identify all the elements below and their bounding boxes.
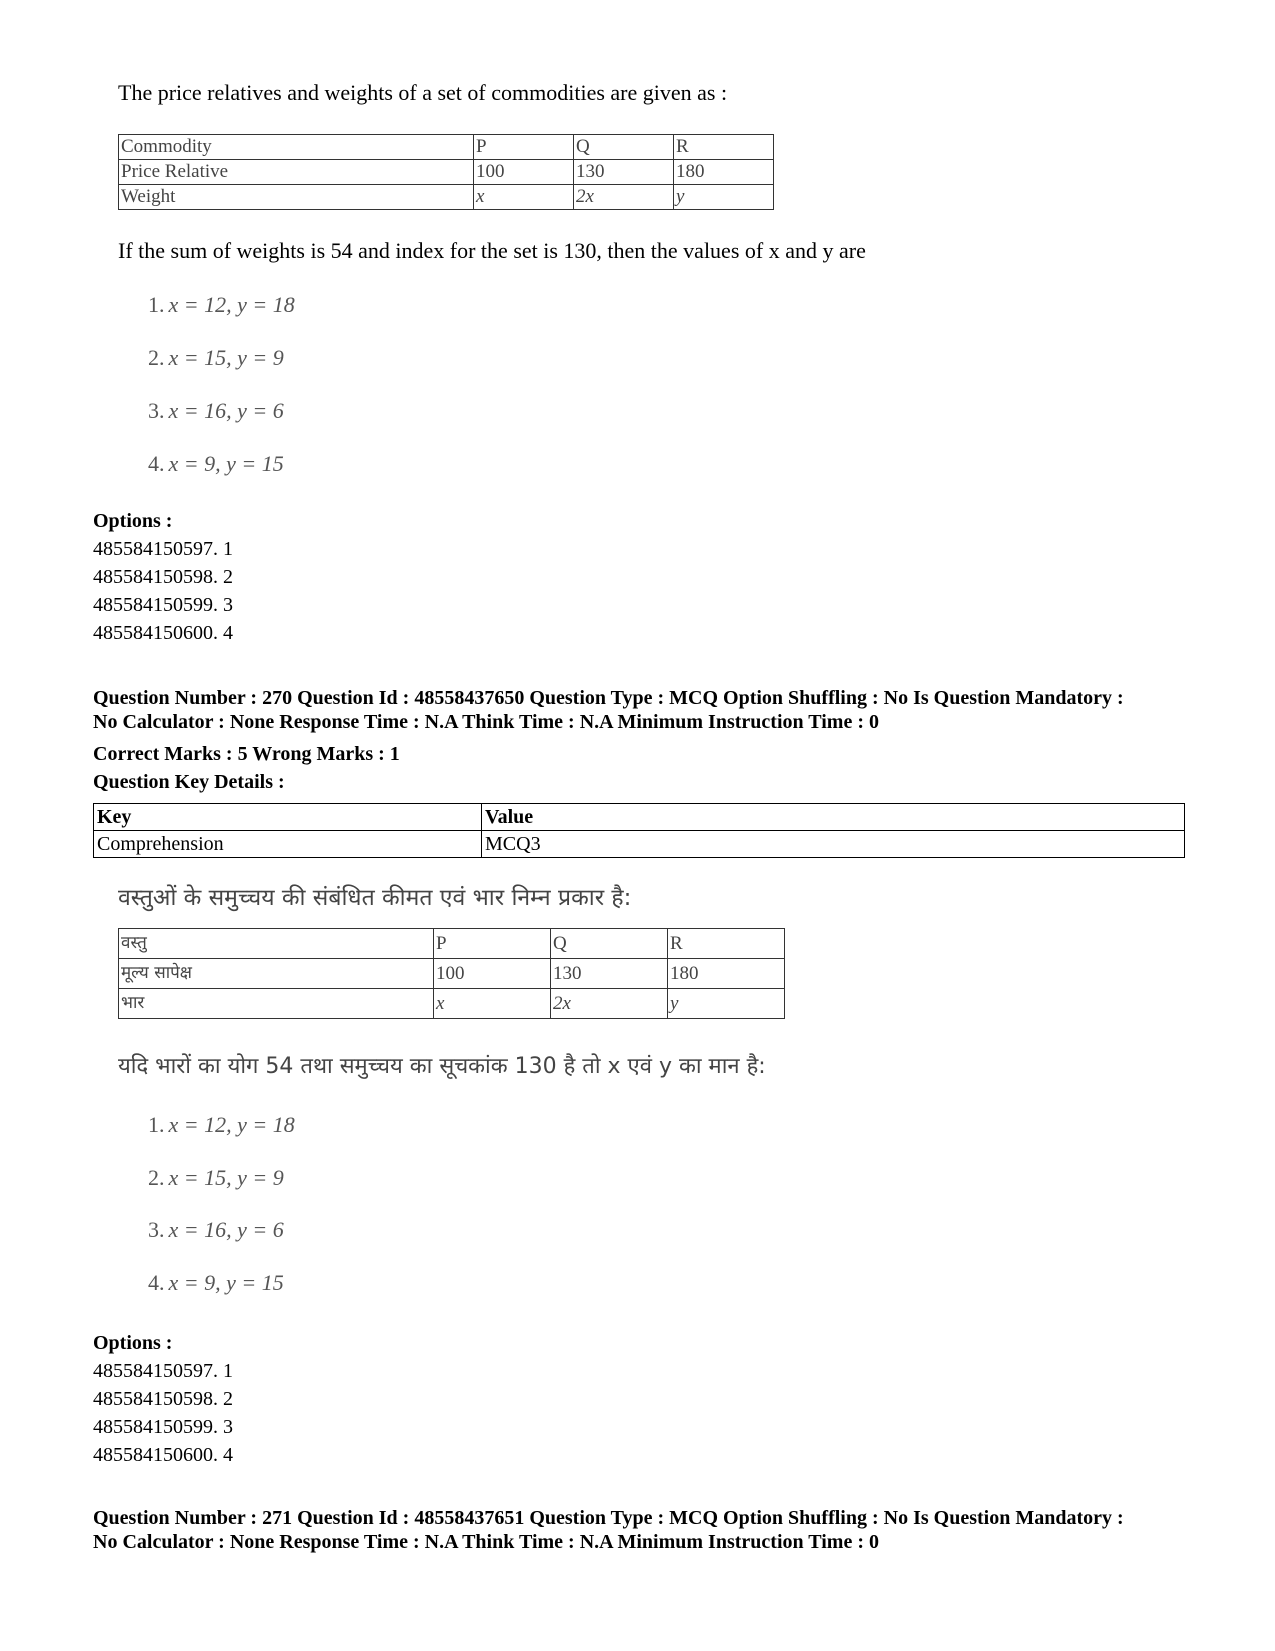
table-row xyxy=(119,929,785,959)
option-line: 485584150599. 3 xyxy=(93,594,233,616)
table-cell: x xyxy=(474,185,574,210)
table-cell: P xyxy=(474,135,574,160)
options-heading: Options : xyxy=(93,1332,173,1354)
option-line: 485584150598. 2 xyxy=(93,1388,233,1410)
alternative-number: 2. xyxy=(148,1165,165,1190)
table-cell: R xyxy=(674,135,774,160)
option-line: 485584150598. 2 xyxy=(93,566,233,588)
commodity-table-hindi xyxy=(118,928,785,1019)
table-cell: वस्तु xyxy=(119,929,434,959)
answer-alternative xyxy=(148,1165,284,1191)
alternative-number: 4. xyxy=(148,451,165,476)
commodity-table xyxy=(118,134,774,210)
table-cell: मूल्य सापेक्ष xyxy=(119,959,434,989)
answer-alternative xyxy=(148,292,295,318)
table-cell: 130 xyxy=(574,160,674,185)
alternative-text: x = 16, y = 6 xyxy=(168,1217,284,1242)
alternative-number: 4. xyxy=(148,1270,165,1295)
answer-alternative xyxy=(148,398,284,424)
question-stem: The price relatives and weights of a set of commodities are given as : xyxy=(118,80,728,105)
table-cell: 180 xyxy=(674,160,774,185)
table-cell: 2x xyxy=(574,185,674,210)
table-header-cell: Key xyxy=(94,804,482,831)
table-cell: Q xyxy=(551,929,668,959)
table-row xyxy=(119,959,785,989)
alternative-number: 3. xyxy=(148,398,165,423)
question-text: If the sum of weights is 54 and index for the set is 130, then the values of x and y are xyxy=(118,238,866,263)
question-text-hindi: यदि भारों का योग 54 तथा समुच्चय का सूचकांक 130 है तो x एवं y का मान है: xyxy=(118,1054,766,1079)
marks-line: Correct Marks : 5 Wrong Marks : 1 xyxy=(93,743,400,765)
table-header-cell: Value xyxy=(482,804,1185,831)
option-line: 485584150597. 1 xyxy=(93,1360,233,1382)
table-cell: y xyxy=(674,185,774,210)
alternative-text: x = 15, y = 9 xyxy=(168,1165,284,1190)
alternative-number: 2. xyxy=(148,345,165,370)
option-line: 485584150600. 4 xyxy=(93,1444,233,1466)
table-row xyxy=(119,185,774,210)
question-header xyxy=(93,686,1233,734)
table-cell: Commodity xyxy=(119,135,474,160)
table-row xyxy=(119,160,774,185)
table-cell: P xyxy=(434,929,551,959)
table-cell: Comprehension xyxy=(94,831,482,858)
options-heading: Options : xyxy=(93,510,173,532)
table-cell: 100 xyxy=(474,160,574,185)
question-meta-line: No Calculator : None Response Time : N.A Think Time : N.A Minimum Instruction Time : 0 xyxy=(93,1531,879,1553)
table-cell: x xyxy=(434,989,551,1019)
table-cell: y xyxy=(668,989,785,1019)
table-cell: 130 xyxy=(551,959,668,989)
option-line: 485584150597. 1 xyxy=(93,538,233,560)
table-cell: 100 xyxy=(434,959,551,989)
option-line: 485584150600. 4 xyxy=(93,622,233,644)
question-header xyxy=(93,1506,1233,1554)
alternative-text: x = 9, y = 15 xyxy=(168,451,284,476)
table-cell: Q xyxy=(574,135,674,160)
question-meta-line: No Calculator : None Response Time : N.A Think Time : N.A Minimum Instruction Time : 0 xyxy=(93,711,879,733)
answer-alternative xyxy=(148,1270,284,1296)
table-cell: Weight xyxy=(119,185,474,210)
table-row xyxy=(94,804,1185,831)
table-cell: MCQ3 xyxy=(482,831,1185,858)
key-details-heading: Question Key Details : xyxy=(93,771,285,793)
alternative-text: x = 12, y = 18 xyxy=(168,1112,295,1137)
answer-alternative xyxy=(148,1112,295,1138)
alternative-number: 1. xyxy=(148,1112,165,1137)
answer-alternative xyxy=(148,345,284,371)
table-row xyxy=(94,831,1185,858)
alternative-number: 1. xyxy=(148,292,165,317)
alternative-text: x = 9, y = 15 xyxy=(168,1270,284,1295)
question-stem-hindi: वस्तुओं के समुच्चय की संबंधित कीमत एवं भार निम्न प्रकार है: xyxy=(118,885,632,911)
table-row xyxy=(119,989,785,1019)
alternative-text: x = 16, y = 6 xyxy=(168,398,284,423)
answer-alternative xyxy=(148,1217,284,1243)
alternative-text: x = 15, y = 9 xyxy=(168,345,284,370)
key-details-table xyxy=(93,803,1185,858)
option-line: 485584150599. 3 xyxy=(93,1416,233,1438)
table-row xyxy=(119,135,774,160)
table-cell: R xyxy=(668,929,785,959)
table-cell: 180 xyxy=(668,959,785,989)
table-cell: Price Relative xyxy=(119,160,474,185)
question-meta-line: Question Number : 271 Question Id : 48558437651 Question Type : MCQ Option Shuffling : No Is Question Mandatory : xyxy=(93,1507,1124,1529)
alternative-text: x = 12, y = 18 xyxy=(168,292,295,317)
alternative-number: 3. xyxy=(148,1217,165,1242)
table-cell: भार xyxy=(119,989,434,1019)
answer-alternative xyxy=(148,451,284,477)
question-meta-line: Question Number : 270 Question Id : 48558437650 Question Type : MCQ Option Shuffling : No Is Question Mandatory : xyxy=(93,687,1124,709)
table-cell: 2x xyxy=(551,989,668,1019)
